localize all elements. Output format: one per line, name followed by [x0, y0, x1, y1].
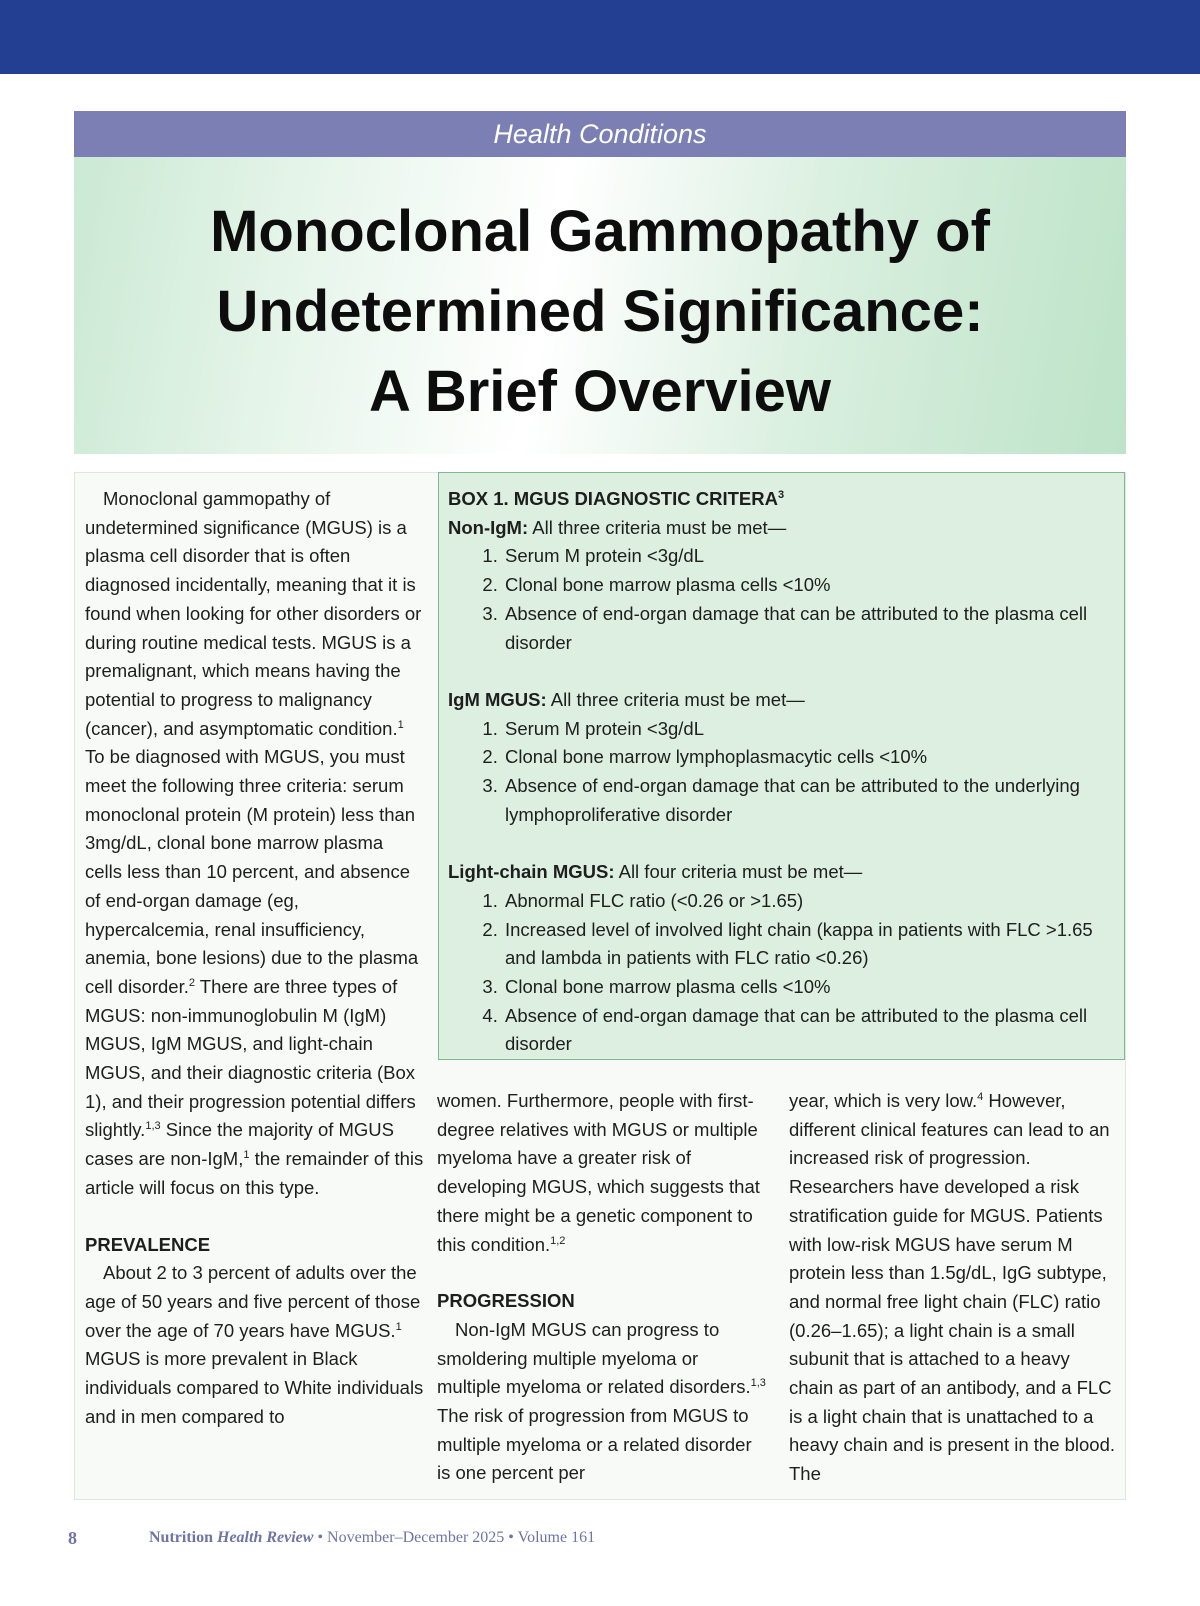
heading-progression: PROGRESSION	[437, 1290, 575, 1312]
article-title	[74, 192, 1126, 432]
group-intro: All three criteria must be met—	[546, 688, 805, 710]
text-run: Since the majority of MGUS cases are non-IgM,	[85, 1119, 395, 1170]
diagnostic-criteria-box	[438, 472, 1125, 1060]
criteria-item: 1. Serum M protein <3g/dL	[503, 542, 1114, 571]
citation: 1,3	[145, 1120, 161, 1133]
text-run: Non-IgM MGUS can progress to smoldering multiple myeloma or multiple myeloma or related disorders.	[437, 1318, 751, 1398]
column-2	[437, 1087, 767, 1488]
criteria-list	[448, 715, 1114, 830]
citation: 2	[188, 976, 195, 989]
section-label: Health Conditions	[74, 111, 1126, 157]
text-run: To be diagnosed with MGUS, you must meet the following three criteria: serum monoclonal protein (M protein) less than 3mg/dL, clonal bone marrow plasma cells less than 10 percent, and absence of end-organ damage (eg, hypercalcemia, renal insufficiency, anemia, bone lesions) due to the plasma cell disorder.	[85, 746, 419, 997]
intro-paragraph	[85, 485, 425, 1203]
criteria-group-light-chain	[448, 858, 1114, 1059]
citation: 1	[397, 718, 404, 731]
criteria-item: 2. Increased level of involved light chain (kappa in patients with FLC >1.65 and lambda in patients with FLC ratio <0.26)	[503, 916, 1114, 973]
title-line-1: Monoclonal Gammopathy of	[210, 199, 990, 264]
criteria-list	[448, 887, 1114, 1059]
title-line-2: Undetermined Significance:	[216, 279, 984, 344]
group-label: Non-IgM:	[448, 516, 529, 538]
box-title	[448, 485, 1114, 514]
citation: 1,2	[550, 1234, 566, 1247]
text-run: The risk of progression from MGUS to multiple myeloma or a related disorder is one percent per	[437, 1405, 752, 1484]
criteria-item: 4. Absence of end-organ damage that can be attributed to the plasma cell disorder	[503, 1002, 1114, 1059]
text-run: About 2 to 3 percent of adults over the age of 50 years and five percent of those over the age of 70 years have MGUS.	[85, 1262, 421, 1341]
text-run: year, which is very low.	[789, 1090, 978, 1111]
citation: 1	[243, 1149, 250, 1162]
footer-citation	[149, 1529, 595, 1547]
journal-name: Nutrition	[149, 1529, 217, 1546]
group-intro: All four criteria must be met—	[614, 861, 863, 883]
page-number: 8	[68, 1528, 77, 1548]
text-run: the remainder of this article will focus on this type.	[85, 1148, 424, 1198]
text-run: women. Furthermore, people with first-degree relatives with MGUS or multiple myeloma have a greater risk of developing MGUS, which suggests that there might be a genetic component to this condition.	[437, 1090, 760, 1255]
criteria-item: 1. Serum M protein <3g/dL	[503, 715, 1114, 744]
journal-name-italic: Health Review	[217, 1529, 314, 1546]
heading-prevalence: PREVALENCE	[85, 1233, 211, 1255]
group-heading	[448, 686, 1114, 715]
criteria-item: 1. Abnormal FLC ratio (<0.26 or >1.65)	[503, 887, 1114, 916]
progression-paragraph	[437, 1316, 767, 1488]
criteria-list	[448, 542, 1114, 657]
group-heading	[448, 514, 1114, 543]
column-3	[789, 1087, 1119, 1489]
criteria-item: 2. Clonal bone marrow lymphoplasmacytic cells <10%	[503, 743, 1114, 772]
prevalence-paragraph	[85, 1259, 425, 1431]
criteria-item: 3. Absence of end-organ damage that can be attributed to the underlying lymphoproliferative disorder	[503, 772, 1114, 829]
issue-info: • November–December 2025 • Volume 161	[313, 1529, 596, 1546]
page-footer	[0, 1528, 1200, 1558]
citation: 4	[977, 1090, 984, 1103]
criteria-item: 3. Clonal bone marrow plasma cells <10%	[503, 973, 1114, 1002]
group-heading	[448, 858, 1114, 887]
citation: 3	[777, 488, 785, 501]
group-label: Light-chain MGUS:	[448, 861, 615, 883]
text-run: However, different clinical features can lead to an increased risk of progression. Researchers have developed a risk stratification guide for MGUS. Patients with low-risk MGUS have serum M protein less than 1.5g/dL, IgG subtype, and normal free light chain (FLC) ratio (0.26–1.65); a light chain is a small subunit that is attached to a heavy chain as part of an antibody, and a FLC is a light chain that is unattached to a heavy chain and is present in the blood. The	[789, 1090, 1116, 1485]
text-run: MGUS is more prevalent in Black individuals compared to White individuals and in men compared to	[85, 1348, 424, 1427]
citation: 1,3	[750, 1377, 766, 1390]
citation: 1	[395, 1320, 402, 1333]
criteria-item: 3. Absence of end-organ damage that can be attributed to the plasma cell disorder	[503, 600, 1114, 657]
top-banner-bar	[0, 0, 1200, 74]
text-run: Monoclonal gammopathy of undetermined significance (MGUS) is a plasma cell disorder that is often diagnosed incidentally, meaning that it is found when looking for other disorders or during routine medical tests. MGUS is a premalignant, which means having the potential to progress to malignancy (cancer), and asymptomatic condition.	[85, 488, 422, 739]
group-label: IgM MGUS:	[448, 688, 547, 710]
criteria-item: 2. Clonal bone marrow plasma cells <10%	[503, 571, 1114, 600]
progression-paragraph-cont	[789, 1087, 1119, 1489]
column-1	[85, 485, 425, 1432]
box-title-text: BOX 1. MGUS DIAGNOSTIC CRITERA	[448, 488, 778, 509]
prevalence-paragraph-cont	[437, 1087, 767, 1259]
text-run: There are three types of MGUS: non-immunoglobulin M (IgM) MGUS, IgM MGUS, and light-chain MGUS, and their diagnostic criteria (Box 1), and their progression potential differs slightly.	[85, 975, 416, 1141]
criteria-group-non-igm	[448, 514, 1114, 658]
group-intro: All three criteria must be met—	[528, 516, 787, 538]
criteria-group-igm	[448, 686, 1114, 830]
title-banner	[74, 157, 1126, 454]
title-line-3: A Brief Overview	[368, 359, 832, 424]
